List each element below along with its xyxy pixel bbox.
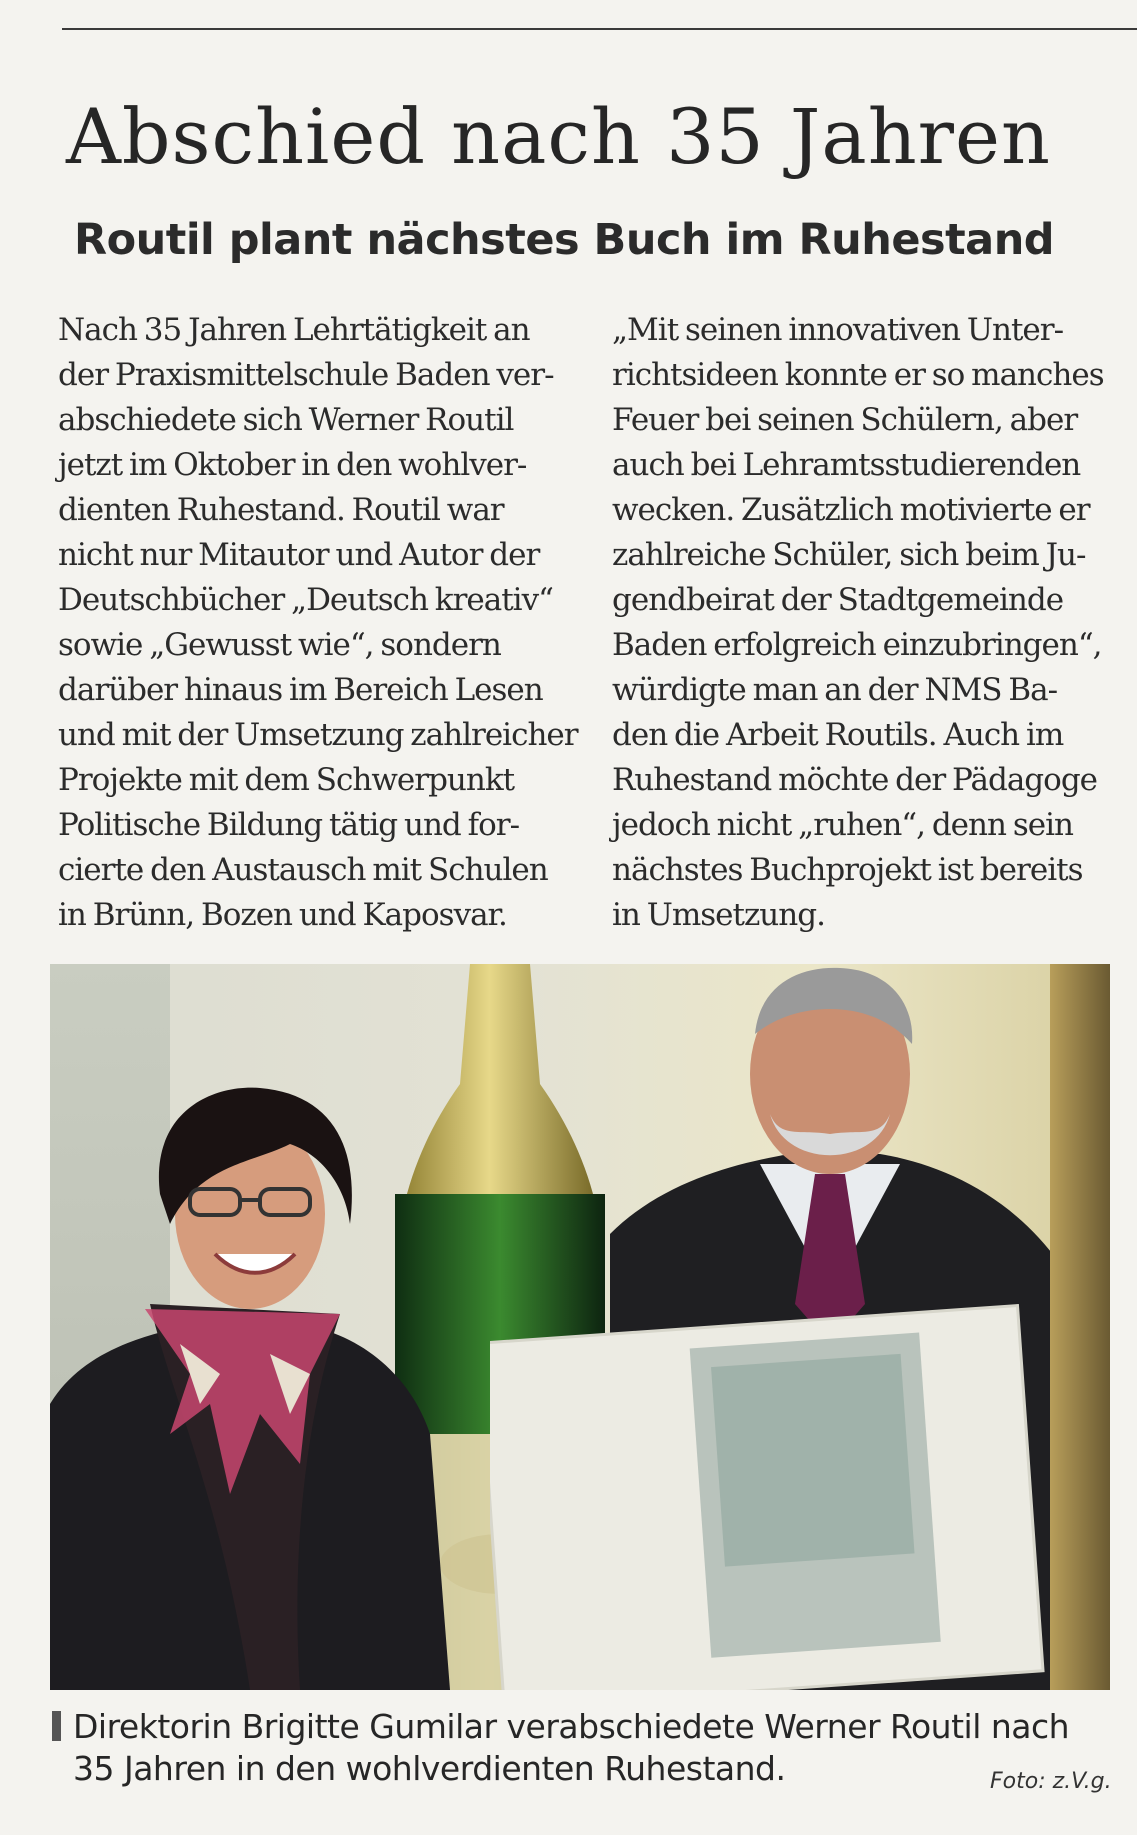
caption-line — [52, 1706, 1112, 1748]
body-line: jetzt im Oktober in den wohlver- — [58, 447, 527, 483]
body-line: Baden erfolgreich einzubringen“, — [612, 627, 1102, 663]
body-line: Politische Bildung tätig und for- — [58, 807, 520, 843]
woman-illustration — [50, 1074, 450, 1690]
body-line: gendbeirat der Stadtgemeinde — [612, 582, 1064, 618]
body-line: zahlreiche Schüler, sich beim Ju- — [612, 537, 1086, 573]
body-line: „Mit seinen innovativen Unter- — [612, 312, 1064, 348]
caption-line-1: Direktorin Brigitte Gumilar verabschiedete Werner Routil nach — [73, 1707, 1070, 1746]
body-line: jedoch nicht „ruhen“, denn sein — [612, 807, 1073, 843]
article-body-left-column — [58, 308, 578, 938]
caption-line-2: 35 Jahren in den wohlverdienten Ruhestand. — [73, 1749, 786, 1788]
certificate-illustration — [490, 1294, 1110, 1690]
body-line: Deutschbücher „Deutsch kreativ“ — [58, 582, 553, 618]
body-line: nicht nur Mitautor und Autor der — [58, 537, 540, 573]
article-photo — [50, 964, 1110, 1690]
body-line: Feuer bei seinen Schülern, aber — [612, 402, 1078, 438]
body-line: Projekte mit dem Schwerpunkt — [58, 762, 515, 798]
body-line: und mit der Umsetzung zahlreicher — [58, 717, 578, 753]
body-line: richtsideen konnte er so manches — [612, 357, 1104, 393]
body-line: Ruhestand möchte der Pädagoge — [612, 762, 1098, 798]
top-rule — [62, 28, 1137, 30]
body-line: in Umsetzung. — [612, 897, 825, 933]
body-line: den die Arbeit Routils. Auch im — [612, 717, 1064, 753]
body-line: wecken. Zusätzlich motivierte er — [612, 492, 1090, 528]
body-line: abschiedete sich Werner Routil — [58, 402, 514, 438]
body-line: nächstes Buchprojekt ist bereits — [612, 852, 1083, 888]
photo-door-frame — [1050, 964, 1110, 1690]
body-line: in Brünn, Bozen und Kaposvar. — [58, 897, 507, 933]
photo-caption — [52, 1706, 1112, 1790]
caption-marker — [52, 1711, 61, 1741]
body-line: darüber hinaus im Bereich Lesen — [58, 672, 543, 708]
body-line: auch bei Lehramtsstudierenden — [612, 447, 1081, 483]
article-body-right-column — [612, 308, 1122, 938]
body-line: cierte den Austausch mit Schulen — [58, 852, 548, 888]
body-line: dienten Ruhestand. Routil war — [58, 492, 504, 528]
body-line: Nach 35 Jahren Lehrtätigkeit an — [58, 312, 530, 348]
body-line: würdigte man an der NMS Ba- — [612, 672, 1058, 708]
article-headline: Abschied nach 35 Jahren — [66, 92, 1051, 181]
article-subheadline: Routil plant nächstes Buch im Ruhestand — [74, 215, 1055, 265]
body-line: sowie „Gewusst wie“, sondern — [58, 627, 501, 663]
body-line: der Praxismittelschule Baden ver- — [58, 357, 554, 393]
photo-credit: Foto: z.V.g. — [990, 1769, 1112, 1794]
